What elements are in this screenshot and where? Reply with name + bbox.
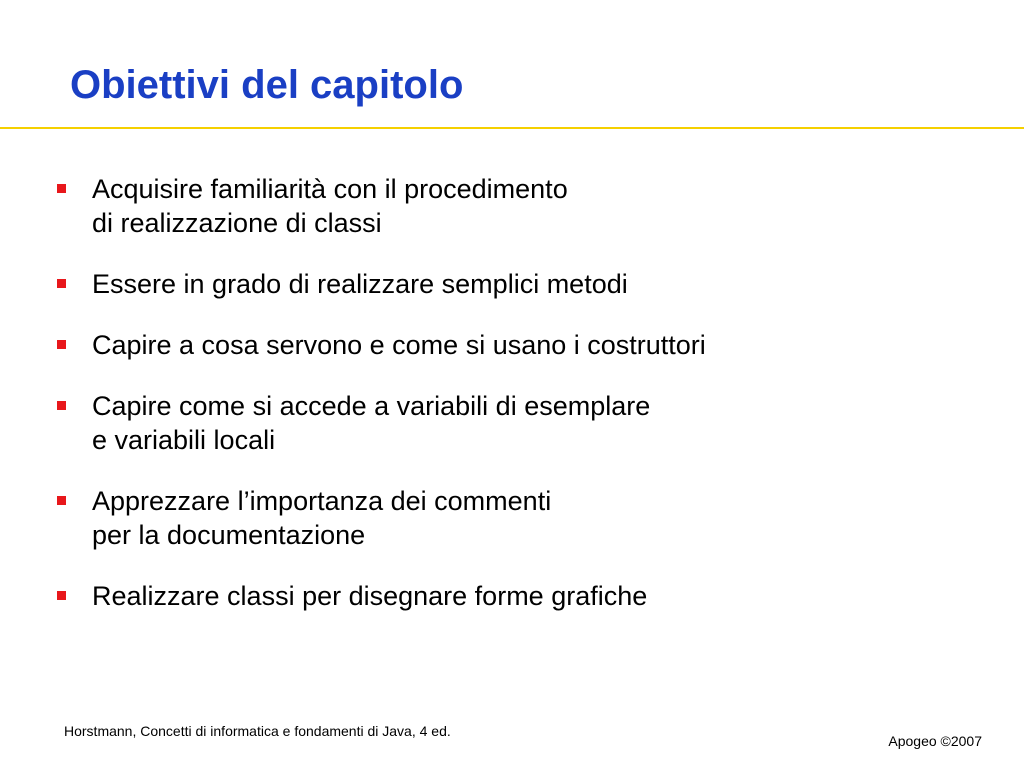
list-item bbox=[0, 267, 1024, 301]
list-item bbox=[0, 484, 1024, 552]
list-item bbox=[0, 579, 1024, 613]
red-square-bullet-icon bbox=[57, 591, 66, 600]
list-item-line: Apprezzare l’importanza dei commenti bbox=[92, 486, 552, 516]
red-square-bullet-icon bbox=[57, 279, 66, 288]
list-item-line: e variabili locali bbox=[92, 425, 276, 455]
red-square-bullet-icon bbox=[57, 340, 66, 349]
red-square-bullet-icon bbox=[57, 401, 66, 410]
list-item-line: Capire a cosa servono e come si usano i costruttori bbox=[92, 330, 706, 360]
slide-title: Obiettivi del capitolo bbox=[70, 63, 464, 107]
list-item-line: Realizzare classi per disegnare forme grafiche bbox=[92, 581, 648, 611]
list-item-line: Capire come si accede a variabili di esemplare bbox=[92, 391, 651, 421]
footer-copyright: Apogeo ©2007 bbox=[888, 733, 982, 749]
red-square-bullet-icon bbox=[57, 184, 66, 193]
list-item-line: di realizzazione di classi bbox=[92, 208, 382, 238]
red-square-bullet-icon bbox=[57, 496, 66, 505]
objectives-list bbox=[0, 172, 1024, 640]
list-item-line: Essere in grado di realizzare semplici metodi bbox=[92, 269, 628, 299]
list-item-line: Acquisire familiarità con il procedimento bbox=[92, 174, 568, 204]
list-item bbox=[0, 328, 1024, 362]
list-item bbox=[0, 172, 1024, 240]
list-item-line: per la documentazione bbox=[92, 520, 366, 550]
footer-citation: Horstmann, Concetti di informatica e fondamenti di Java, 4 ed. bbox=[64, 723, 451, 739]
list-item bbox=[0, 389, 1024, 457]
title-divider bbox=[0, 127, 1024, 129]
